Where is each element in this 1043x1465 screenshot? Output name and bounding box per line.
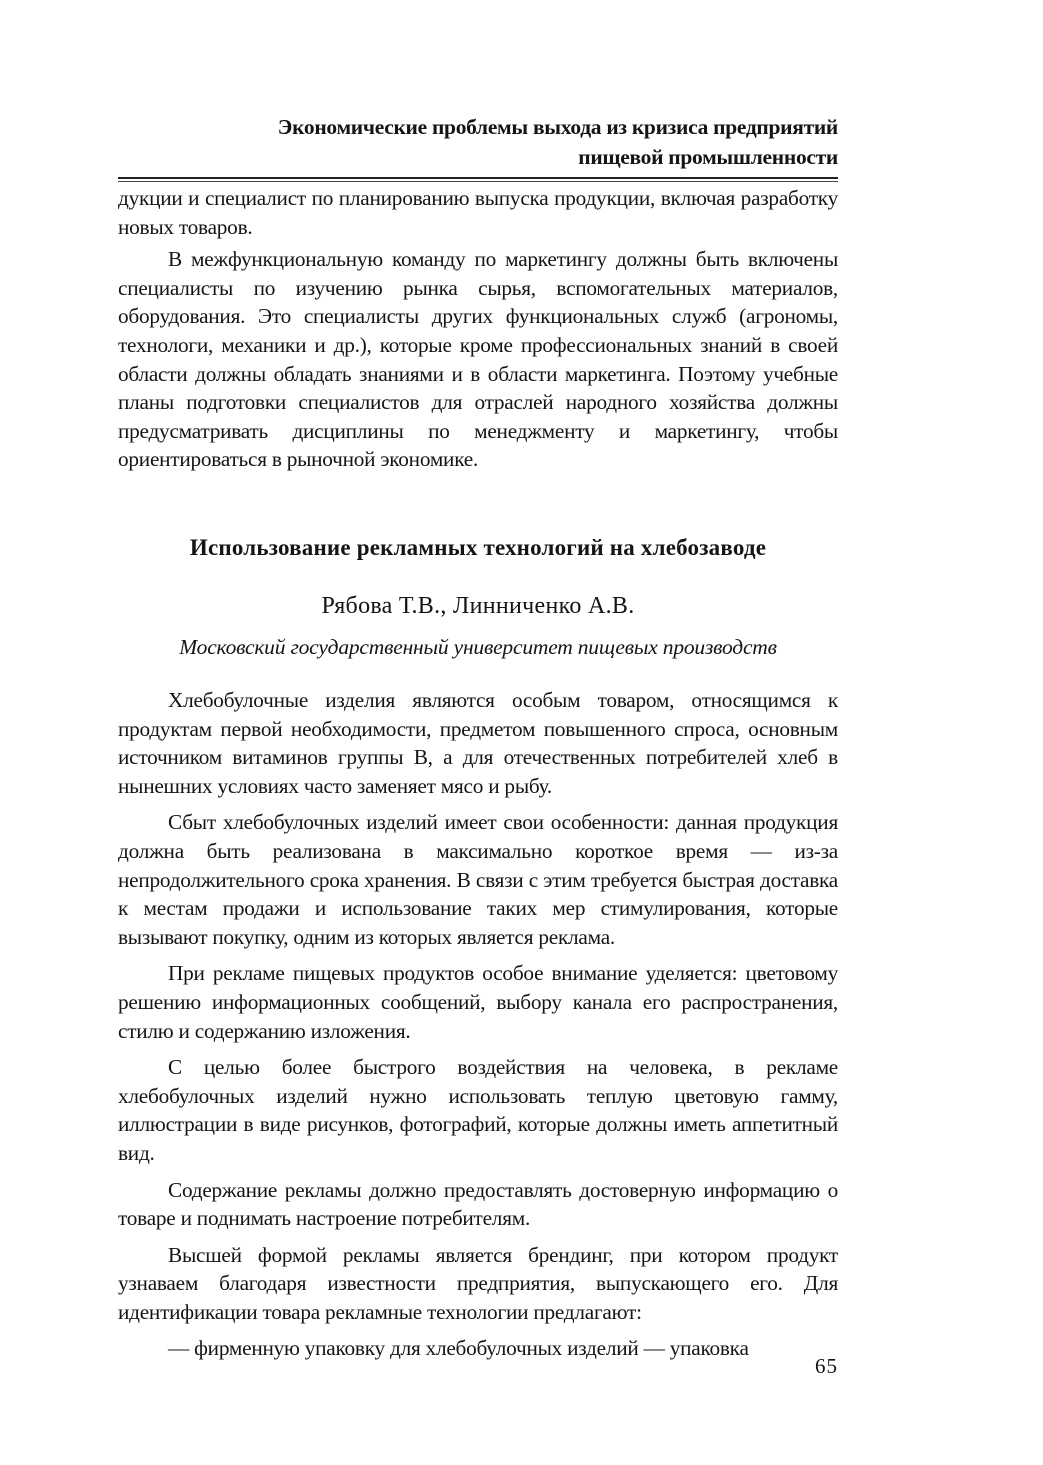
article-body <box>118 686 838 1371</box>
article-title: Использование рекламных технологий на хлебозаводе <box>189 535 767 560</box>
article-paragraph-4: С целью более быстрого воздействия на человека, в рекламе хлебобулочных изделий нужно использовать теплую цветовую гамму, иллюстрации в виде рисунков, фотографий, которые должны иметь аппетитный вид. <box>118 1055 838 1165</box>
continuation-paragraph-2: В межфункциональную команду по маркетингу должны быть включены специалисты по изучению рынка сырья, вспомогательных материалов, оборудования. Это специалисты других функциональных служб (агрономы, технологи, механики и др.), которые кроме профессиональных знаний в своей области должны обладать знаниями и в области маркетинга. Поэтому учебные планы подготовки специалистов для отраслей народного хозяйства должны предусматривать дисциплины по менеджменту и маркетингу, чтобы ориентироваться в рыночной экономике. <box>118 247 838 472</box>
article-paragraph-1: Хлебобулочные изделия являются особым товаром, относящимся к продуктам первой необходимости, предметом повышенного спроса, основным источником витаминов группы В, а для отечественных потребителей хлеб в нынешних условиях часто заменяет мясо и рыбу. <box>118 688 838 798</box>
article-paragraph-7: — фирменную упаковку для хлебобулочных изделий — упаковка <box>168 1336 749 1361</box>
article-affiliation: Московский государственный университет пищевых производств <box>179 635 777 659</box>
header-rule-thin <box>118 181 838 182</box>
article-paragraph-6: Высшей формой рекламы является брендинг, при котором продукт узнаваем благодаря известности предприятия, выпускающего его. Для идентификации товара рекламные технологии предлагают: <box>118 1242 838 1324</box>
running-header-line-2: пищевой промышленности <box>578 145 838 169</box>
running-header-line-1: Экономические проблемы выхода из кризиса предприятий <box>277 115 838 139</box>
article-authors: Рябова Т.В., Линниченко А.В. <box>321 593 635 619</box>
article-paragraph-5: Содержание рекламы должно предоставлять достоверную информацию о товаре и поднимать настроение потребителям. <box>118 1177 838 1231</box>
running-header <box>118 112 838 172</box>
header-rule <box>118 177 838 179</box>
article-paragraph-2: Сбыт хлебобулочных изделий имеет свои особенности: данная продукция должна быть реализована в максимально короткое время — из-за непродолжительного срока хранения. В связи с этим требуется быстрая доставка к местам продажи и использование таких мер стимулирования, которые вызывают покупку, одним из которых является реклама. <box>118 810 838 949</box>
continuation-text <box>118 184 838 474</box>
continuation-paragraph-1: дукции и специалист по планированию выпуска продукции, включая разработку новых товаров. <box>118 186 838 239</box>
article-paragraph-3: При рекламе пищевых продуктов особое внимание уделяется: цветовому решению информационных сообщений, выбору канала его распространения, стилю и содержанию изложения. <box>118 961 838 1043</box>
page-number: 65 <box>815 1354 838 1378</box>
